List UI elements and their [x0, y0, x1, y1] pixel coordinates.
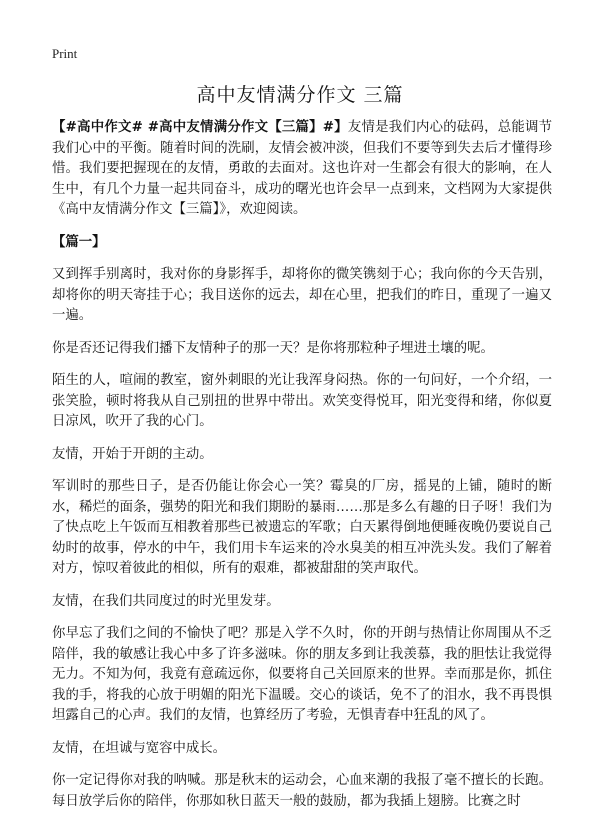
- print-link[interactable]: Print: [52, 46, 78, 61]
- page-title: 高中友情满分作文 三篇: [196, 84, 404, 106]
- paragraph: 又到挥手别离时，我对你的身影挥手，却将你的微笑镌刻于心；我向你的今天告别，却将你的明天寄挂于心；我目送你的远去，却在心里，把我们的昨日，重现了一遍又一遍。: [52, 267, 552, 323]
- paragraph: 你是否还记得我们播下友情种子的那一天？是你将那粒种子埋进土壤的呢。: [52, 340, 494, 356]
- paragraph: 你一定记得你对我的呐喊。那是秋末的运动会，心血来潮的我报了毫不擅长的长跑。每日放学后你的陪伴，你那如秋日蓝天一般的鼓励，都为我插上翅膀。比赛之时: [52, 773, 552, 809]
- paragraph: 友情，开始于开朗的主动。: [52, 446, 213, 462]
- intro-paragraph: [52, 118, 552, 221]
- paragraph: 你早忘了我们之间的不愉快了吧？那是入学不久时，你的开朗与热情让你周围从不乏陪伴，我的敏感让我心中多了许多滋味。你的朋友多到让我羡慕，我的胆怯让我觉得无力。不知为何，我竟有意疏远你，似要将自己关回原来的世界。幸而那是你，抓住我的手，将我的心放于明媚的阳光下温暖。交心的谈话，免不了的泪水，我不再畏惧坦露自己的心声。我们的友情，也算经历了考验，无惧青春中狂乱的风了。: [52, 626, 552, 723]
- intro-text: 友情是我们内心的砝码，总能调节我们心中的平衡。随着时间的洗刷，友情会被冲淡，但我们不要等到失去后才懂得珍惜。我们要把握现在的友情，勇敢的去面对。这也许对一生都会有很大的影响，在人生中，有几个力量一起共同奋斗，成功的曙光也许会早一点到来，文档网为大家提供《高中友情满分作文【三篇】》，欢迎阅读。: [52, 120, 553, 217]
- section-heading: 【篇一】: [52, 234, 106, 250]
- paragraph: 军训时的那些日子，是否仍能让你会心一笑？霉臭的厂房，摇晃的上铺，随时的断水，稀烂的面条，强势的阳光和我们期盼的暴雨……那是多么有趣的日子呀！我们为了快点吃上午饭而互相教着那些已被遗忘的军歌；白天累得倒地便睡夜晚仍要说自己幼时的故事，停水的中午，我们用卡车运来的冷水臭美的相互冲洗头发。我们了解着对方，惊叹着彼此的相似，所有的艰难，都被甜甜的笑声取代。: [52, 479, 552, 576]
- paragraph: 友情，在我们共同度过的时光里发芽。: [52, 593, 280, 609]
- paragraph: 陌生的人，喧闹的教室，窗外刺眼的光让我浑身闷热。你的一句问好，一个介绍，一张笑脸，顿时将我从自己别扭的世界中带出。欢笑变得悦耳，阳光变得和绪，你似夏日凉风，吹开了我的心门。: [52, 373, 552, 429]
- article-body: [52, 118, 552, 824]
- paragraph: 友情，在坦诚与宽容中成长。: [52, 740, 227, 756]
- intro-tag: 【#高中作文# #高中友情满分作文【三篇】#】: [52, 120, 348, 135]
